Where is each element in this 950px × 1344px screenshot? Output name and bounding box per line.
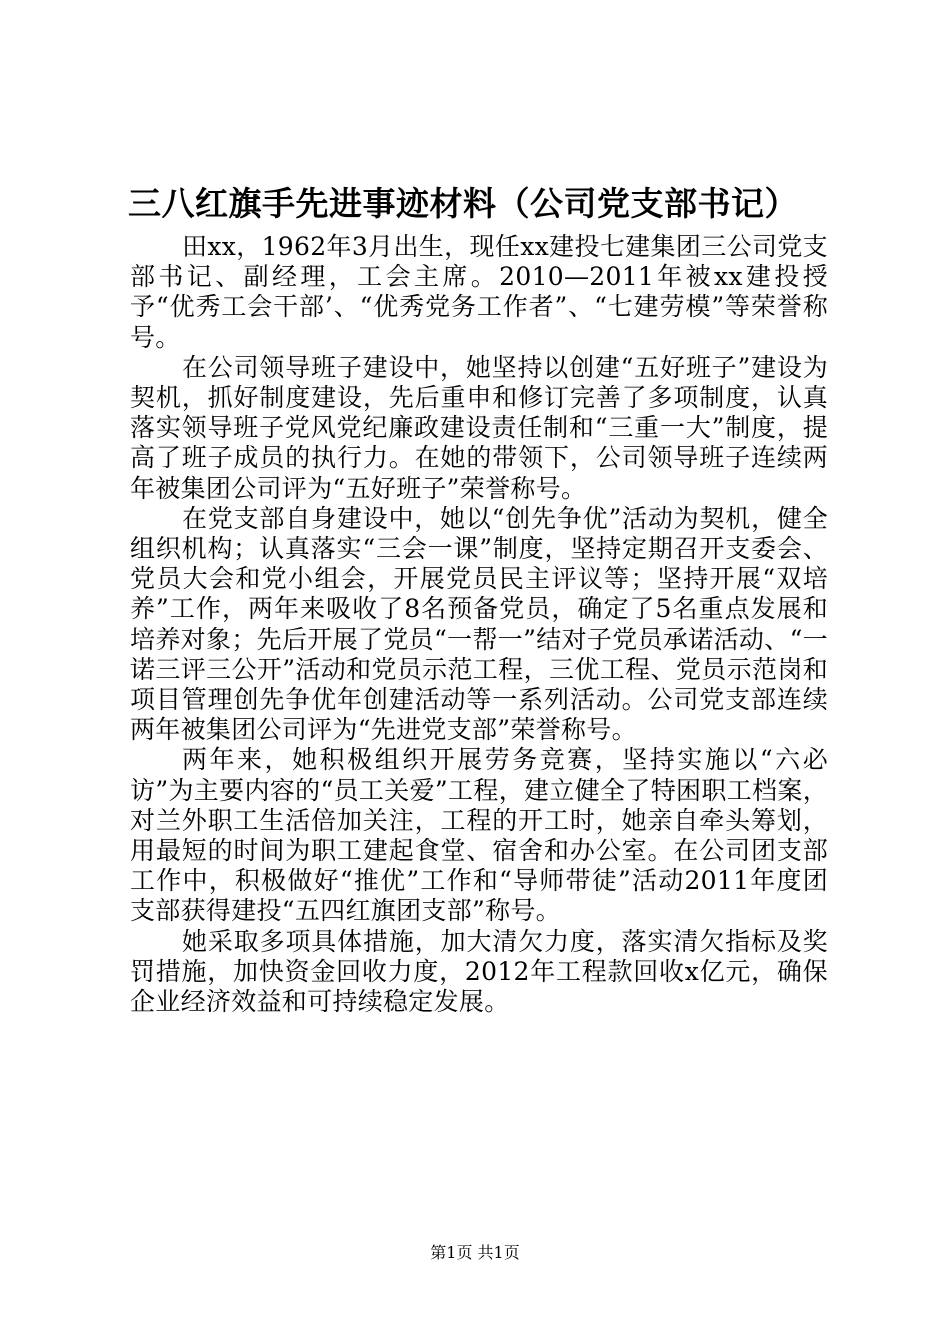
document-title: 三八红旗手先进事迹材料（公司党支部书记） [128, 184, 798, 223]
paragraph-3: 在党支部自身建设中，她以“创先争优”活动为契机，健全组织机构；认真落实“三会一课”制度，坚持定期召开支委会、党员大会和党小组会，开展党员民主评议等；坚持开展“双培养”工作，两年来吸收了8名预备党员，确定了5名重点发展和培养对象；先后开展了党员“一帮一”结对子党员承诺活动、“一诺三评三公开”活动和党员示范工程，三优工程、党员示范岗和项目管理创先争优年创建活动等一系列活动。公司党支部连续两年被集团公司评为“先进党支部”荣誉称号。 [130, 503, 828, 745]
paragraph-1: 田xx，1962年3月出生，现任xx建投七建集团三公司党支部书记、副经理，工会主席。2010—2011年被xx建投授予“优秀工会干部’、“优秀党务工作者”、“七建劳模”等荣誉称号。 [130, 232, 828, 352]
document-body [130, 232, 828, 1017]
paragraph-5: 她采取多项具体措施，加大清欠力度，落实清欠指标及奖罚措施，加快资金回收力度，2012年工程款回收x亿元，确保企业经济效益和可持续稳定发展。 [130, 926, 828, 1017]
paragraph-2: 在公司领导班子建设中，她坚持以创建“五好班子”建设为契机，抓好制度建设，先后重申和修订完善了多项制度，认真落实领导班子党风党纪廉政建设责任制和“三重一大”制度，提高了班子成员的执行力。在她的带领下，公司领导班子连续两年被集团公司评为“五好班子”荣誉称号。 [130, 352, 828, 503]
paragraph-4: 两年来，她积极组织开展劳务竞赛，坚持实施以“六必访”为主要内容的“员工关爱”工程，建立健全了特困职工档案，对兰外职工生活倍加关注，工程的开工时，她亲自牵头筹划，用最短的时间为职工建起食堂、宿舍和办公室。在公司团支部工作中，积极做好“推优”工作和“导师带徒”活动2011年度团支部获得建投“五四红旗团支部”称号。 [130, 745, 828, 926]
page-footer: 第1页 共1页 [430, 1243, 520, 1262]
